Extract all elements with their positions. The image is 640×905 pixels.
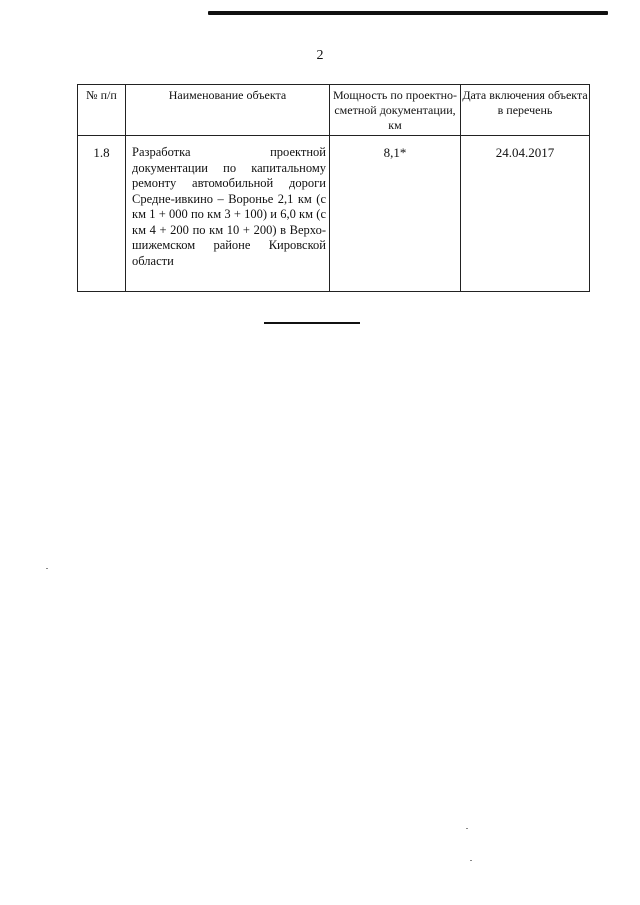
end-rule xyxy=(264,322,360,324)
page-number: 2 xyxy=(316,48,324,63)
table-row xyxy=(78,136,590,292)
row-number: 1.8 xyxy=(78,136,126,292)
header-inclusion-date: Дата включения объекта в перечень xyxy=(461,85,590,136)
objects-table xyxy=(77,84,590,292)
scan-speck xyxy=(466,828,468,829)
scan-speck xyxy=(46,568,48,569)
header-number: № п/п xyxy=(78,85,126,136)
row-inclusion-date: 24.04.2017 xyxy=(461,136,590,292)
scan-speck xyxy=(470,860,472,861)
header-capacity: Мощность по проектно-сметной документации, км xyxy=(330,85,461,136)
row-object-name: Разработка проектной документации по капитальному ремонту автомобильной дороги Средне-ивкино – Воронье 2,1 км (с км 1 + 000 по км 3 + 100) и 6,0 км (с км 4 + 200 по км 10 + 200) в Верхо-шижемском районе Кировской области xyxy=(126,136,330,292)
top-rule xyxy=(208,11,608,15)
table-header-row xyxy=(78,85,590,136)
header-object-name: Наименование объекта xyxy=(126,85,330,136)
row-capacity: 8,1* xyxy=(330,136,461,292)
